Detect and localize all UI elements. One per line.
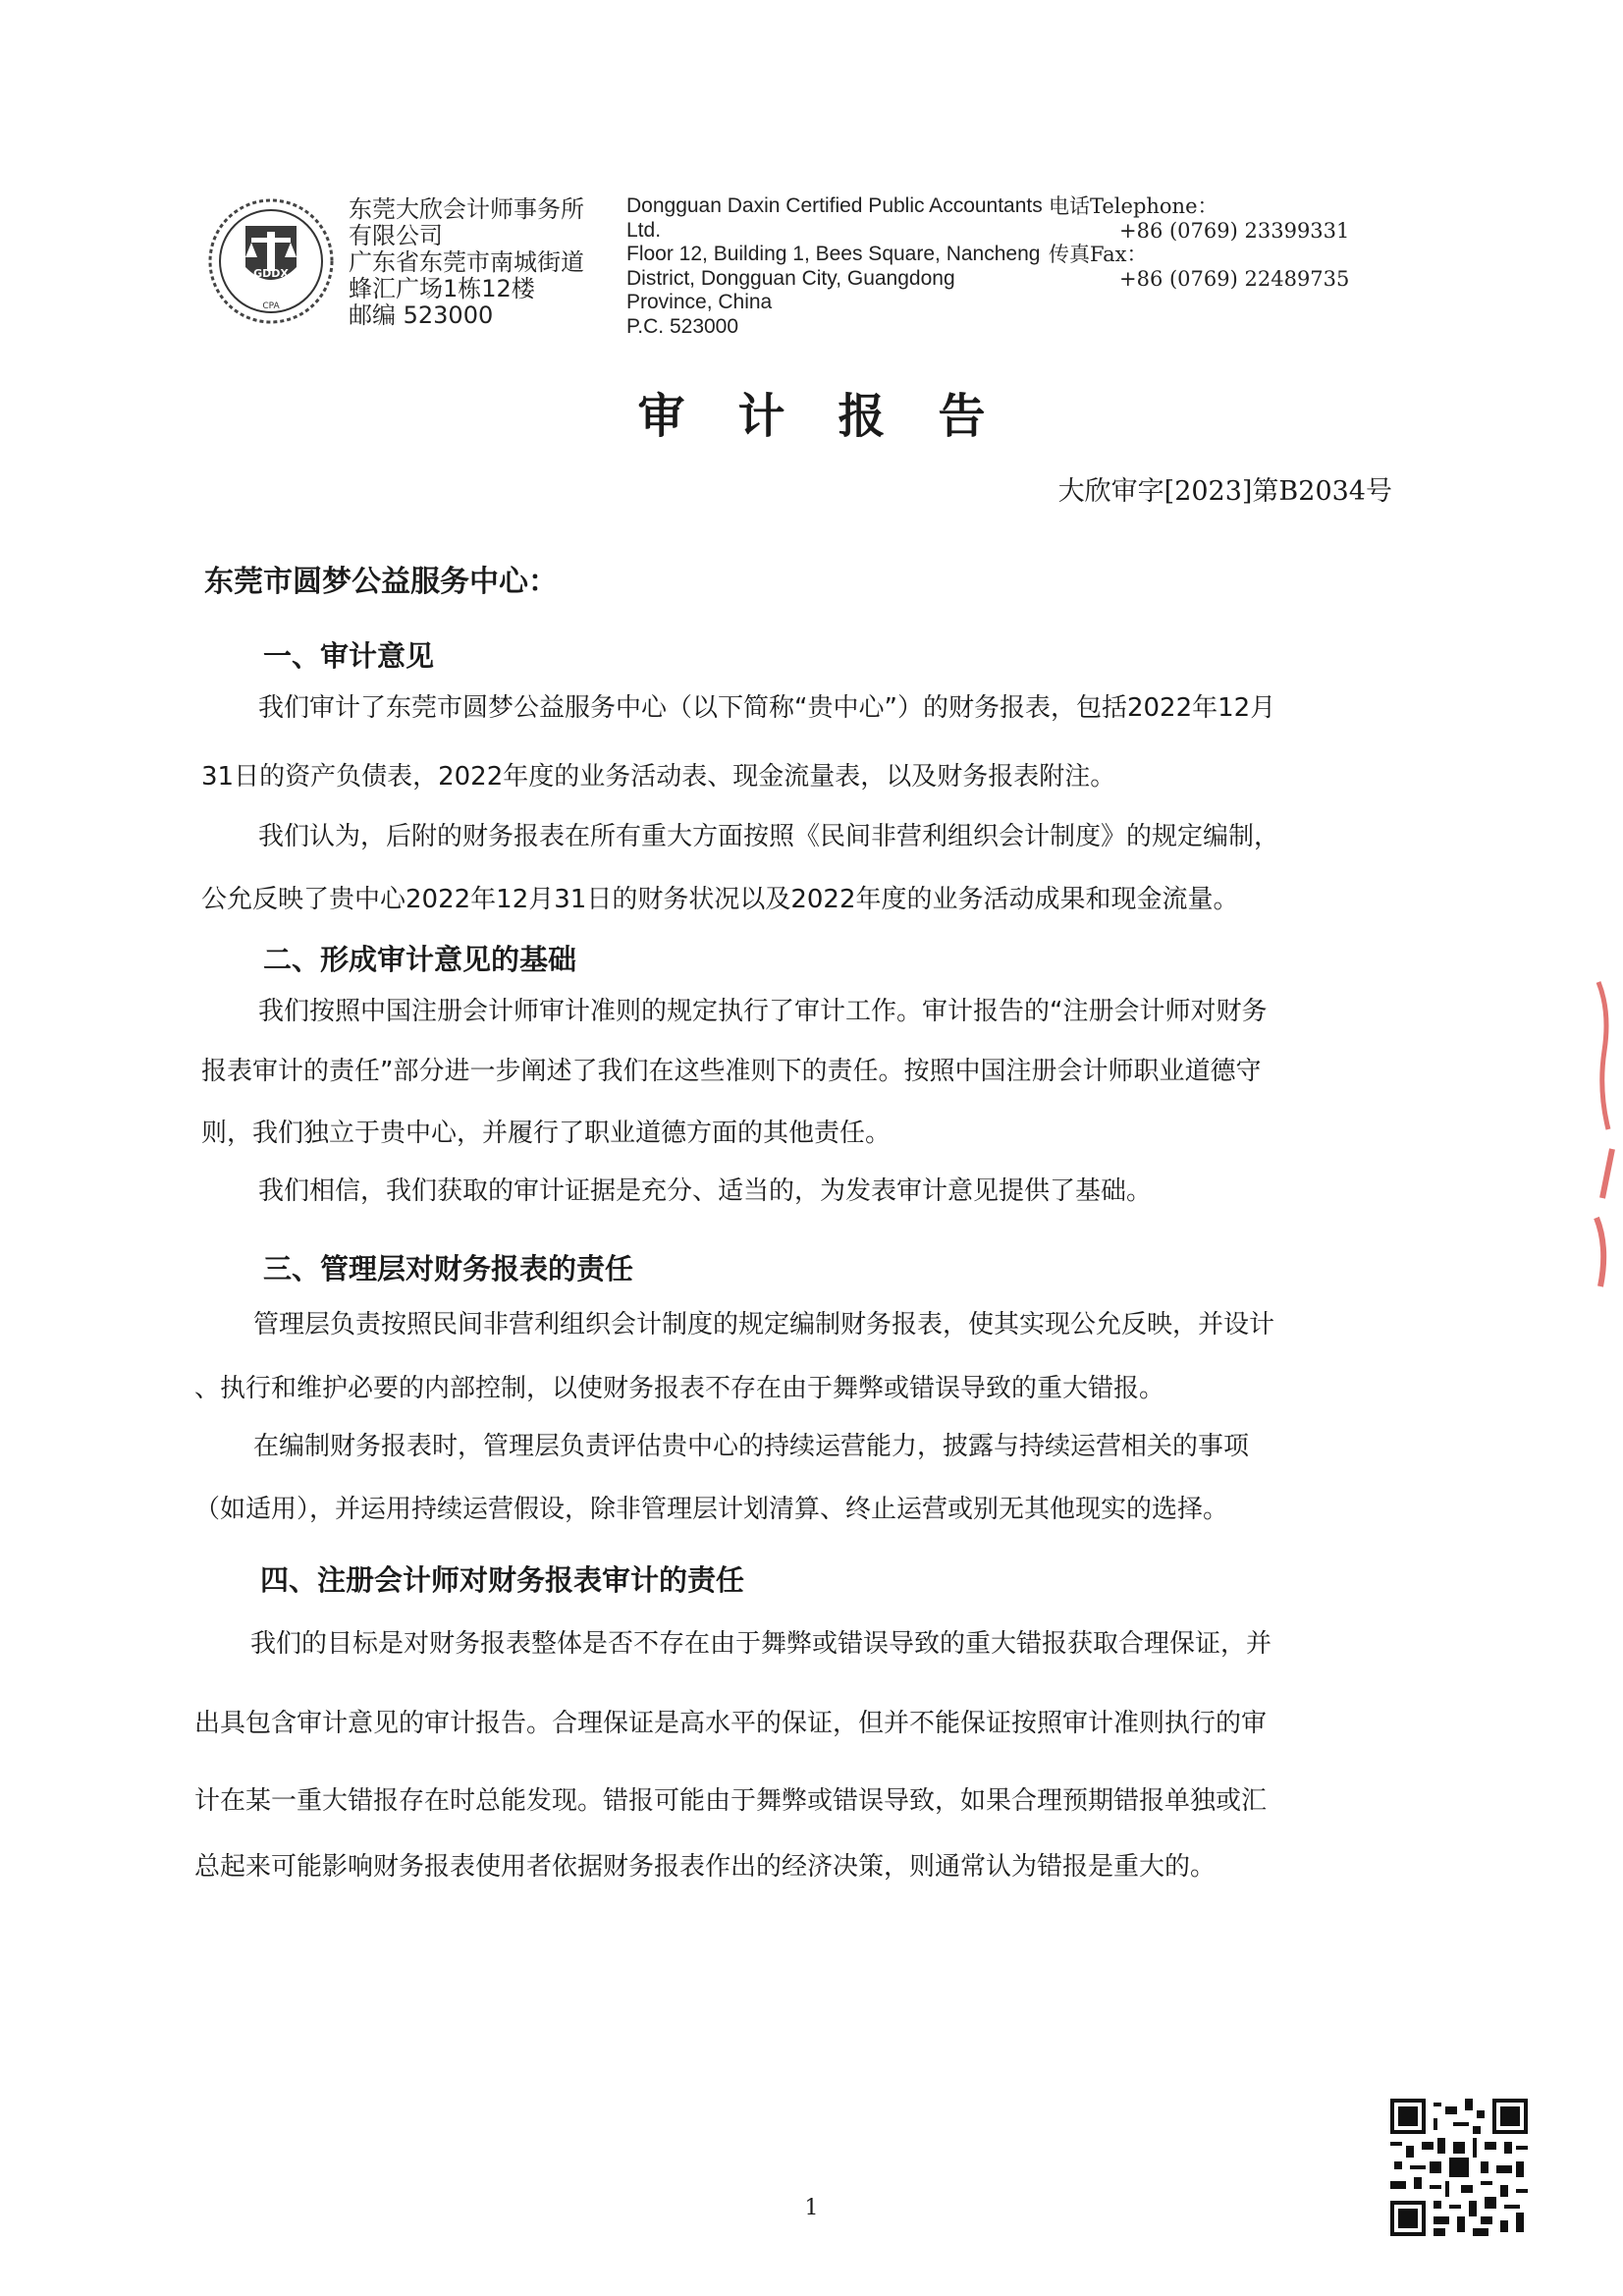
paragraph-line: 报表审计的责任”部分进一步阐述了我们在这些准则下的责任。按照中国注册会计师职业道德守: [201, 1057, 1262, 1086]
firm-en-line: Floor 12, Building 1, Bees Square, Nancheng: [626, 243, 1041, 266]
firm-cn-line: 东莞大欣会计师事务所: [349, 195, 584, 223]
firm-contact: [1049, 194, 1363, 291]
firm-cn-line: 邮编 523000: [349, 301, 494, 329]
section-heading-opinion: 一、审计意见: [263, 639, 435, 673]
firm-cn-line: 蜂汇广场1栋12楼: [349, 275, 535, 302]
fax-number: +86 (0769) 22489735: [1119, 266, 1350, 291]
paragraph-line: 在编制财务报表时，管理层负责评估贵中心的持续运营能力，披露与持续运营相关的事项: [253, 1432, 1250, 1461]
firm-logo-icon: [206, 196, 336, 326]
paragraph-line: 公允反映了贵中心2022年12月31日的财务状况以及2022年度的业务活动成果和现金流量。: [201, 885, 1239, 914]
fax-label: 传真Fax：: [1049, 243, 1148, 267]
page-title: 审计报告: [637, 389, 1039, 444]
firm-cn-line: 广东省东莞市南城街道: [349, 248, 584, 276]
paragraph-line: 我们按照中国注册会计师审计准则的规定执行了审计工作。审计报告的“注册会计师对财务: [258, 997, 1268, 1026]
logo-text: GDDX: [253, 267, 289, 280]
firm-en-line: Province, China: [626, 291, 773, 314]
page-number: 1: [804, 2196, 819, 2220]
paragraph-line: 总起来可能影响财务报表使用者依据财务报表作出的经济决策，则通常认为错报是重大的。: [194, 1852, 1217, 1882]
section-heading-management: 三、管理层对财务报表的责任: [263, 1252, 634, 1285]
addressee: 东莞市圆梦公益服务中心：: [204, 565, 558, 599]
firm-english-address: [626, 194, 1049, 340]
paragraph-line: 管理层负责按照民间非营利组织会计制度的规定编制财务报表，使其实现公允反映，并设计: [253, 1310, 1275, 1339]
paragraph-line: 出具包含审计意见的审计报告。合理保证是高水平的保证，但并不能保证按照审计准则执行的审: [194, 1709, 1268, 1738]
firm-en-line: District, Dongguan City, Guangdong: [626, 266, 955, 290]
paragraph-line: 计在某一重大错报存在时总能发现。错报可能由于舞弊或错误导致，如果合理预期错报单独或汇: [194, 1786, 1268, 1816]
firm-en-line: Ltd.: [626, 218, 662, 242]
section-heading-auditor: 四、注册会计师对财务报表审计的责任: [260, 1563, 745, 1597]
paragraph-line: 31日的资产负债表，2022年度的业务活动表、现金流量表，以及财务报表附注。: [201, 762, 1116, 792]
logo-sub: CPA: [262, 301, 280, 311]
firm-en-line: Dongguan Daxin Certified Public Accountants: [626, 194, 1043, 217]
firm-cn-line: 有限公司: [349, 222, 443, 249]
firm-en-line: P.C. 523000: [626, 314, 739, 338]
section-heading-basis: 二、形成审计意见的基础: [263, 943, 577, 976]
paragraph-line: （如适用），并运用持续运营假设，除非管理层计划清算、终止运营或别无其他现实的选择。: [194, 1495, 1229, 1524]
paragraph-line: 我们审计了东莞市圆梦公益服务中心（以下简称“贵中心”）的财务报表，包括2022年12月: [258, 693, 1276, 723]
paragraph-line: 我们认为，后附的财务报表在所有重大方面按照《民间非营利组织会计制度》的规定编制，: [258, 822, 1280, 851]
report-reference-number: 大欣审字[2023]第B2034号: [1057, 476, 1392, 507]
telephone-number: +86 (0769) 23399331: [1119, 218, 1350, 243]
paragraph-line: 我们的目标是对财务报表整体是否不存在由于舞弊或错误导致的重大错报获取合理保证，并: [250, 1629, 1272, 1659]
paragraph-line: 、执行和维护必要的内部控制，以使财务报表不存在由于舞弊或错误导致的重大错报。: [194, 1374, 1165, 1403]
paragraph-line: 则，我们独立于贵中心，并履行了职业道德方面的其他责任。: [201, 1119, 892, 1148]
firm-chinese-address: [349, 196, 623, 329]
red-stamp-mark: [1591, 972, 1623, 1306]
telephone-label: 电话Telephone：: [1049, 194, 1218, 218]
paragraph-line: 我们相信，我们获取的审计证据是充分、适当的，为发表审计意见提供了基础。: [258, 1176, 1153, 1206]
